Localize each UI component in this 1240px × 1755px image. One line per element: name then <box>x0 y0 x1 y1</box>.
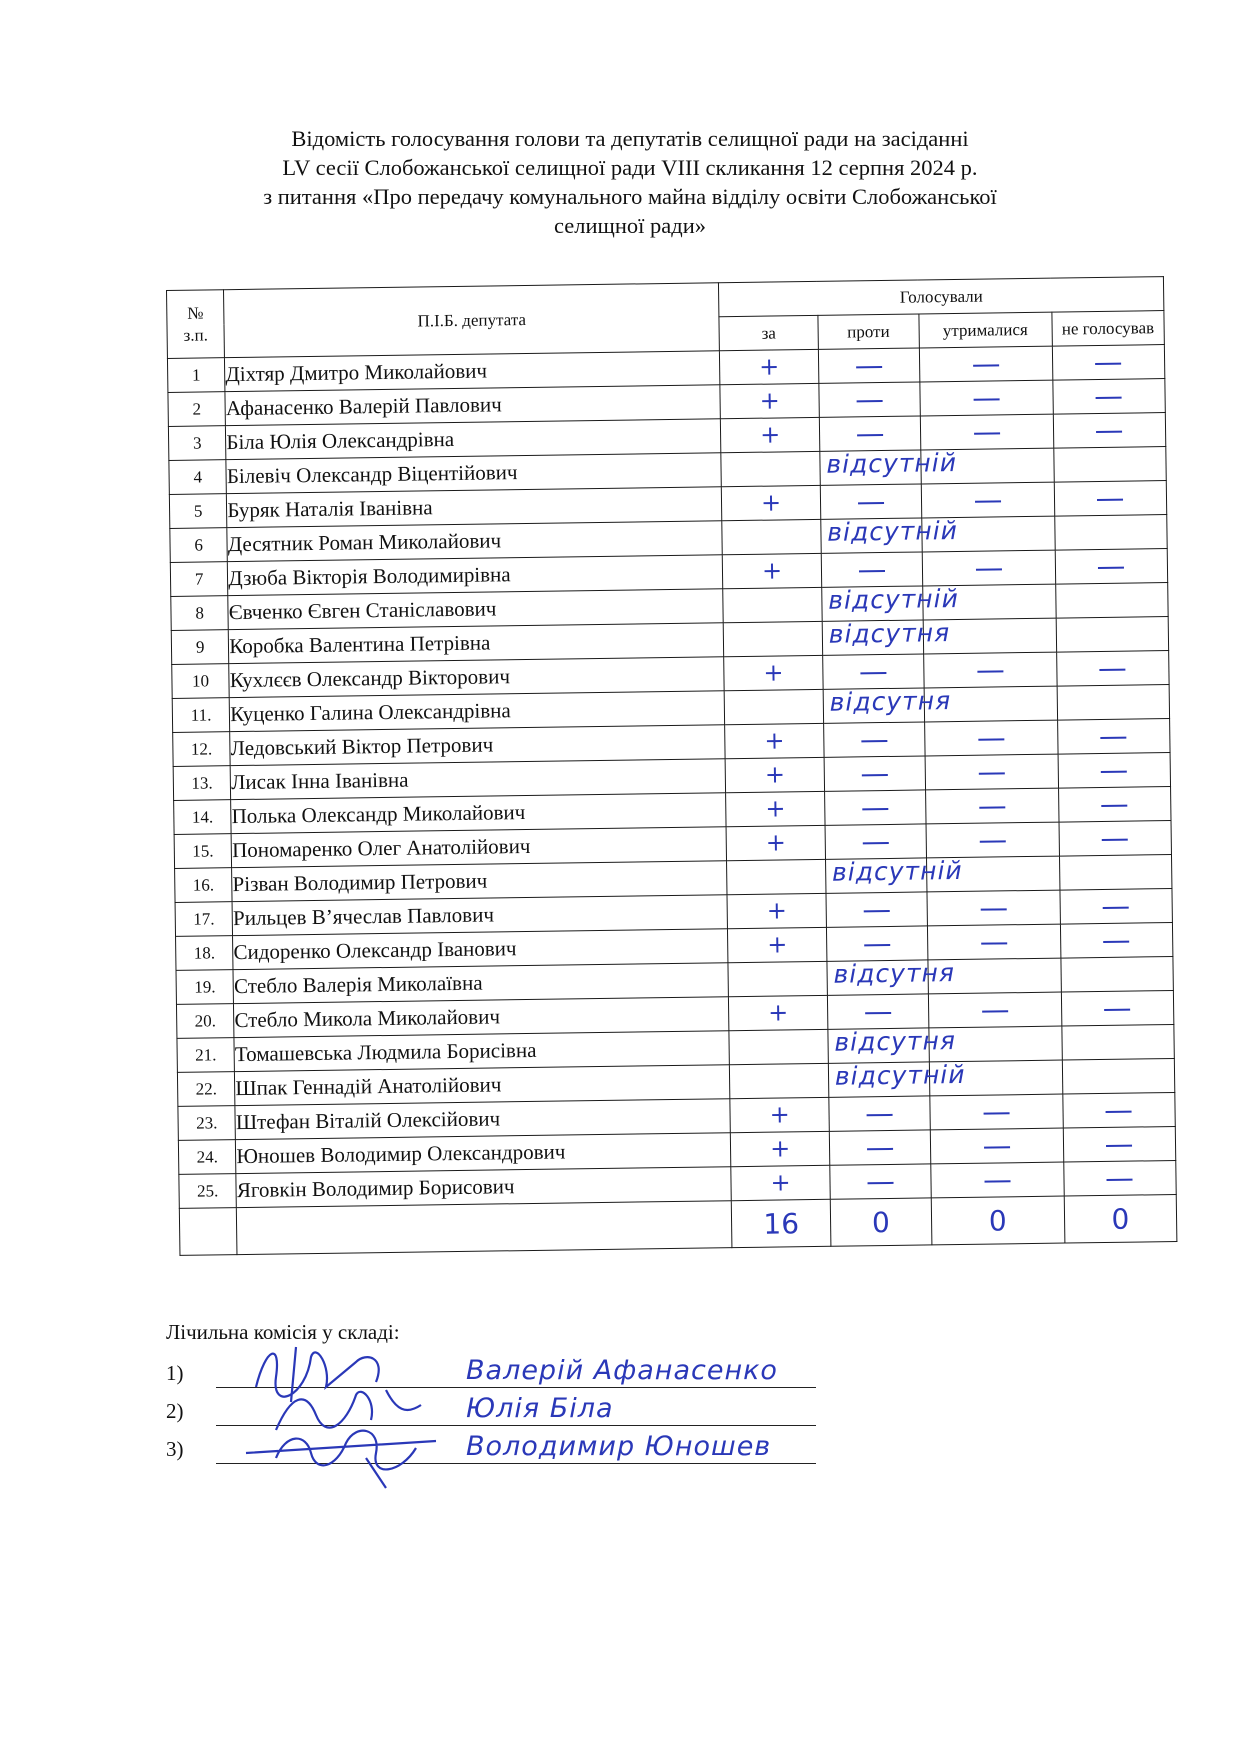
dash-mark <box>1100 669 1126 671</box>
dash-mark <box>973 365 999 367</box>
absent-mark: відсутній <box>831 855 963 887</box>
vote-cell-against <box>829 1096 930 1131</box>
vote-cell-not-voted <box>1052 345 1165 381</box>
row-number: 17. <box>175 902 233 937</box>
vote-cell-abstained <box>923 652 1056 688</box>
vote-cell-not-voted <box>1055 549 1168 585</box>
dash-mark <box>976 569 1002 571</box>
dash-mark <box>856 366 882 368</box>
deputy-name: Юношев Володимир Олександрович <box>236 1133 731 1174</box>
vote-cell-abstained <box>930 1094 1063 1130</box>
vote-cell-abstained <box>920 448 1053 484</box>
absent-mark: відсутній <box>826 447 958 479</box>
vote-cell-for <box>724 689 823 724</box>
deputy-name: Афанасенко Валерій Павлович <box>225 385 720 426</box>
dash-mark <box>975 501 1001 503</box>
vote-cell-abstained <box>926 856 1059 892</box>
dash-mark <box>984 1146 1010 1148</box>
dash-mark <box>978 773 1004 775</box>
absent-mark: відсутня <box>834 1026 957 1057</box>
dash-mark <box>1106 1111 1132 1113</box>
dash-mark <box>1104 1009 1130 1011</box>
deputy-name: Стебло Валерія Миколаївна <box>233 963 728 1004</box>
vote-cell-not-voted <box>1063 1160 1176 1196</box>
vote-cell-not-voted <box>1056 617 1169 653</box>
header-voted: Голосували <box>719 277 1164 317</box>
vote-cell-abstained <box>926 822 1059 858</box>
vote-cell-against <box>820 447 958 485</box>
vote-for-mark: + <box>769 1099 790 1129</box>
vote-cell-for <box>728 927 827 962</box>
document-title <box>150 124 1110 240</box>
vote-cell-abstained <box>924 720 1057 756</box>
vote-cell-not-voted <box>1055 583 1168 619</box>
vote-cell-for <box>730 1063 829 1098</box>
vote-cell-for <box>731 1131 830 1166</box>
vote-cell-against <box>821 515 959 553</box>
vote-cell-for <box>725 723 824 758</box>
row-number: 21. <box>177 1038 235 1073</box>
vote-cell-against <box>818 348 919 383</box>
vote-for-mark: + <box>759 419 781 449</box>
vote-cell-against <box>824 790 925 825</box>
vote-cell-for <box>726 825 825 860</box>
vote-cell-against <box>828 1059 966 1097</box>
deputy-name: Кухлєєв Олександр Вікторович <box>229 657 724 698</box>
vote-cell-against <box>827 994 928 1029</box>
dash-mark <box>862 808 888 810</box>
vote-cell-against <box>823 722 924 757</box>
vote-cell-not-voted <box>1060 923 1173 959</box>
vote-cell-for <box>723 553 822 588</box>
dash-mark <box>863 910 889 912</box>
counting-commission-label: Лічильна комісія у складі: <box>166 1320 400 1344</box>
vote-cell-not-voted <box>1062 1092 1175 1128</box>
vote-for-mark: + <box>759 385 780 415</box>
vote-cell-against <box>827 958 956 995</box>
vote-for-mark: + <box>770 1167 791 1197</box>
vote-cell-not-voted <box>1052 379 1165 415</box>
row-number: 9 <box>171 630 229 665</box>
vote-cell-abstained <box>924 686 1057 722</box>
total-for: 16 <box>732 1199 831 1247</box>
title-line: LV сесії Слобожанської селищної ради VIII скликання 12 серпня 2024 р. <box>282 155 978 180</box>
vote-for-mark: + <box>763 657 784 687</box>
absent-mark: відсутня <box>829 686 952 717</box>
vote-cell-not-voted <box>1058 753 1171 789</box>
vote-cell-against <box>823 686 952 723</box>
vote-cell-not-voted <box>1053 447 1166 483</box>
total-against: 0 <box>830 1198 931 1246</box>
vote-cell-not-voted <box>1054 481 1167 517</box>
vote-cell-for <box>721 417 820 452</box>
vote-for-mark: + <box>760 487 782 517</box>
vote-cell-abstained <box>921 516 1054 552</box>
row-number: 5 <box>169 494 227 529</box>
vote-cell-against <box>825 855 963 893</box>
deputy-name: Томашевська Людмила Борисівна <box>234 1031 729 1072</box>
vote-cell-against <box>825 824 926 859</box>
vote-cell-not-voted <box>1061 1024 1174 1060</box>
row-number: 2 <box>168 392 226 427</box>
deputy-name: Полька Олександр Миколайович <box>231 793 726 834</box>
vote-cell-against <box>830 1164 931 1199</box>
dash-mark <box>1103 907 1129 909</box>
dash-mark <box>1095 363 1121 365</box>
vote-cell-against <box>828 1026 957 1063</box>
dash-mark <box>856 400 882 402</box>
row-number: 1 <box>167 358 225 393</box>
deputy-name: Коробка Валентина Петрівна <box>229 623 724 664</box>
absent-mark: відсутня <box>828 618 951 649</box>
deputy-name: Лисак Інна Іванівна <box>230 759 725 800</box>
dash-mark <box>1102 805 1128 807</box>
absent-mark: відсутня <box>833 958 956 989</box>
vote-cell-not-voted <box>1062 1058 1175 1094</box>
vote-cell-for <box>720 349 819 384</box>
dash-mark <box>1101 737 1127 739</box>
dash-mark <box>867 1182 893 1184</box>
vote-cell-for <box>729 995 828 1030</box>
vote-cell-against <box>823 654 924 689</box>
vote-cell-abstained <box>921 482 1054 518</box>
header-name: П.І.Б. депутата <box>224 283 720 358</box>
header-abstained: утрималися <box>919 312 1052 348</box>
total-abstained: 0 <box>931 1196 1065 1245</box>
vote-cell-abstained <box>928 958 1061 994</box>
row-number: 22. <box>177 1072 235 1107</box>
row-number: 20. <box>176 1004 234 1039</box>
vote-cell-for <box>724 621 823 656</box>
row-number: 3 <box>168 426 226 461</box>
vote-cell-against <box>826 926 927 961</box>
dash-mark <box>860 672 886 674</box>
vote-for-mark: + <box>766 895 788 925</box>
dash-mark <box>864 944 890 946</box>
vote-cell-for <box>731 1165 830 1200</box>
member-name: Юлія Біла <box>466 1393 614 1424</box>
vote-cell-for <box>730 1097 829 1132</box>
vote-for-mark: + <box>765 827 787 857</box>
vote-cell-for <box>722 519 821 554</box>
vote-cell-not-voted <box>1057 685 1170 721</box>
vote-cell-for <box>723 587 822 622</box>
row-number: 6 <box>170 528 228 563</box>
vote-cell-not-voted <box>1053 413 1166 449</box>
deputy-name: Діхтяр Дмитро Миколайович <box>225 351 720 392</box>
vote-cell-for <box>722 485 821 520</box>
vote-cell-for <box>724 655 823 690</box>
vote-cell-abstained <box>920 414 1053 450</box>
vote-cell-abstained <box>925 754 1058 790</box>
header-against: проти <box>818 314 919 349</box>
row-number: 16. <box>175 868 233 903</box>
member-name: Володимир Юношев <box>466 1431 772 1462</box>
dash-mark <box>974 433 1000 435</box>
vote-for-mark: + <box>767 929 788 959</box>
vote-cell-abstained <box>928 992 1061 1028</box>
dash-mark <box>982 1011 1008 1013</box>
signature-mark <box>236 1413 456 1493</box>
vote-cell-for <box>728 961 827 996</box>
row-number: 24. <box>178 1140 236 1175</box>
dash-mark <box>978 739 1004 741</box>
member-index: 1) <box>166 1361 184 1385</box>
vote-cell-abstained <box>925 788 1058 824</box>
vote-cell-not-voted <box>1059 821 1172 857</box>
dash-mark <box>865 1012 891 1014</box>
vote-cell-not-voted <box>1063 1126 1176 1162</box>
vote-for-mark: + <box>764 725 785 755</box>
row-number: 18. <box>176 936 234 971</box>
vote-cell-for <box>729 1029 828 1064</box>
dash-mark <box>983 1112 1009 1114</box>
total-not-voted: 0 <box>1064 1194 1177 1243</box>
vote-cell-for <box>727 893 826 928</box>
absent-mark: відсутній <box>827 515 959 547</box>
vote-cell-against <box>829 1130 930 1165</box>
vote-for-mark: + <box>769 1133 791 1163</box>
deputy-name: Сидоренко Олександр Іванович <box>233 929 728 970</box>
vote-cell-abstained <box>930 1162 1063 1198</box>
dash-mark <box>1103 941 1129 943</box>
dash-mark <box>861 740 887 742</box>
row-number: 13. <box>173 766 231 801</box>
vote-cell-abstained <box>930 1128 1063 1164</box>
vote-cell-abstained <box>929 1026 1062 1062</box>
dash-mark <box>1107 1179 1133 1181</box>
vote-cell-abstained <box>927 924 1060 960</box>
dash-mark <box>866 1114 892 1116</box>
row-number: 12. <box>173 732 231 767</box>
vote-cell-for <box>720 383 819 418</box>
row-number: 25. <box>179 1174 237 1209</box>
deputy-name: Білевіч Олександр Віцентійович <box>226 453 721 494</box>
dash-mark <box>980 909 1006 911</box>
dash-mark <box>867 1148 893 1150</box>
dash-mark <box>979 841 1005 843</box>
header-for: за <box>719 315 818 350</box>
row-number: 7 <box>170 562 228 597</box>
deputy-name: Десятник Роман Миколайович <box>227 521 722 562</box>
deputy-name: Ледовський Віктор Петрович <box>230 725 725 766</box>
absent-mark: відсутній <box>834 1059 966 1091</box>
deputy-name: Штефан Віталій Олексійович <box>235 1099 730 1140</box>
vote-cell-against <box>824 756 925 791</box>
vote-cell-against <box>822 618 951 655</box>
dash-mark <box>984 1180 1010 1182</box>
dash-mark <box>981 943 1007 945</box>
dash-mark <box>1097 499 1123 501</box>
dash-mark <box>857 434 883 436</box>
vote-cell-abstained <box>920 380 1053 416</box>
vote-cell-abstained <box>923 618 1056 654</box>
vote-cell-not-voted <box>1060 889 1173 925</box>
vote-cell-for <box>727 859 826 894</box>
totals-name-cell <box>237 1201 733 1255</box>
vote-cell-abstained <box>922 584 1055 620</box>
totals-num-cell <box>179 1208 237 1256</box>
dash-mark <box>862 774 888 776</box>
dash-mark <box>1098 567 1124 569</box>
vote-for-mark: + <box>765 793 786 823</box>
vote-cell-against <box>819 382 920 417</box>
vote-cell-abstained <box>922 550 1055 586</box>
vote-cell-abstained <box>929 1060 1062 1096</box>
row-number: 8 <box>171 596 229 631</box>
member-index: 2) <box>166 1399 184 1423</box>
vote-for-mark: + <box>764 759 786 789</box>
header-not-voted: не голосував <box>1052 311 1165 347</box>
vote-cell-not-voted <box>1061 957 1174 993</box>
vote-cell-abstained <box>919 346 1052 382</box>
vote-cell-against <box>826 892 927 927</box>
vote-cell-abstained <box>927 890 1060 926</box>
vote-cell-not-voted <box>1056 651 1169 687</box>
vote-for-mark: + <box>767 997 789 1027</box>
deputy-name: Дзюба Вікторія Володимирівна <box>228 555 723 596</box>
dash-mark <box>863 842 889 844</box>
deputy-name: Стебло Микола Миколайович <box>234 997 729 1038</box>
vote-cell-not-voted <box>1061 991 1174 1027</box>
deputy-name: Євченко Євген Станіславович <box>228 589 723 630</box>
vote-cell-against <box>819 416 920 451</box>
dash-mark <box>1096 397 1122 399</box>
deputy-name: Пономаренко Олег Анатолійович <box>231 827 726 868</box>
row-number: 10 <box>172 664 230 699</box>
vote-cell-not-voted <box>1058 787 1171 823</box>
row-number: 15. <box>174 834 232 869</box>
dash-mark <box>1096 431 1122 433</box>
deputy-name: Куценко Галина Олександрівна <box>229 691 724 732</box>
vote-cell-against <box>820 484 921 519</box>
header-number: № з.п. <box>167 290 225 359</box>
dash-mark <box>979 807 1005 809</box>
dash-mark <box>977 671 1003 673</box>
deputy-name: Буряк Наталія Іванівна <box>227 487 722 528</box>
vote-cell-not-voted <box>1059 855 1172 891</box>
row-number: 4 <box>169 460 227 495</box>
title-line: з питання «Про передачу комунального майна відділу освіти Слобожанської <box>263 184 997 209</box>
deputy-name: Шпак Геннадій Анатолійович <box>235 1065 730 1106</box>
vote-cell-against <box>822 583 960 621</box>
dash-mark <box>859 570 885 572</box>
vote-cell-against <box>821 552 922 587</box>
deputy-name: Рильцев В’ячеслав Павлович <box>232 895 727 936</box>
vote-cell-for <box>721 451 820 486</box>
vote-cell-for <box>725 757 824 792</box>
title-line: Відомість голосування голови та депутатів селищної ради на засіданні <box>291 126 969 151</box>
voting-table <box>166 276 1177 1256</box>
absent-mark: відсутній <box>828 583 960 615</box>
vote-for-mark: + <box>761 555 783 585</box>
vote-cell-not-voted <box>1054 515 1167 551</box>
vote-cell-for <box>726 791 825 826</box>
row-number: 19. <box>176 970 234 1005</box>
row-number: 11. <box>172 698 230 733</box>
dash-mark <box>1102 839 1128 841</box>
deputy-name: Яговкін Володимир Борисович <box>236 1167 731 1208</box>
dash-mark <box>858 502 884 504</box>
member-name: Валерій Афанасенко <box>466 1355 778 1386</box>
dash-mark <box>1101 771 1127 773</box>
row-number: 14. <box>174 800 232 835</box>
dash-mark <box>973 399 999 401</box>
deputy-name: Різван Володимир Петрович <box>232 861 727 902</box>
title-line: селищної ради» <box>554 213 706 238</box>
member-index: 3) <box>166 1437 184 1461</box>
vote-for-mark: + <box>758 351 780 381</box>
vote-cell-not-voted <box>1057 719 1170 755</box>
row-number: 23. <box>178 1106 236 1141</box>
deputy-name: Біла Юлія Олександрівна <box>226 419 721 460</box>
dash-mark <box>1106 1145 1132 1147</box>
commission-member-3 <box>166 1431 846 1471</box>
